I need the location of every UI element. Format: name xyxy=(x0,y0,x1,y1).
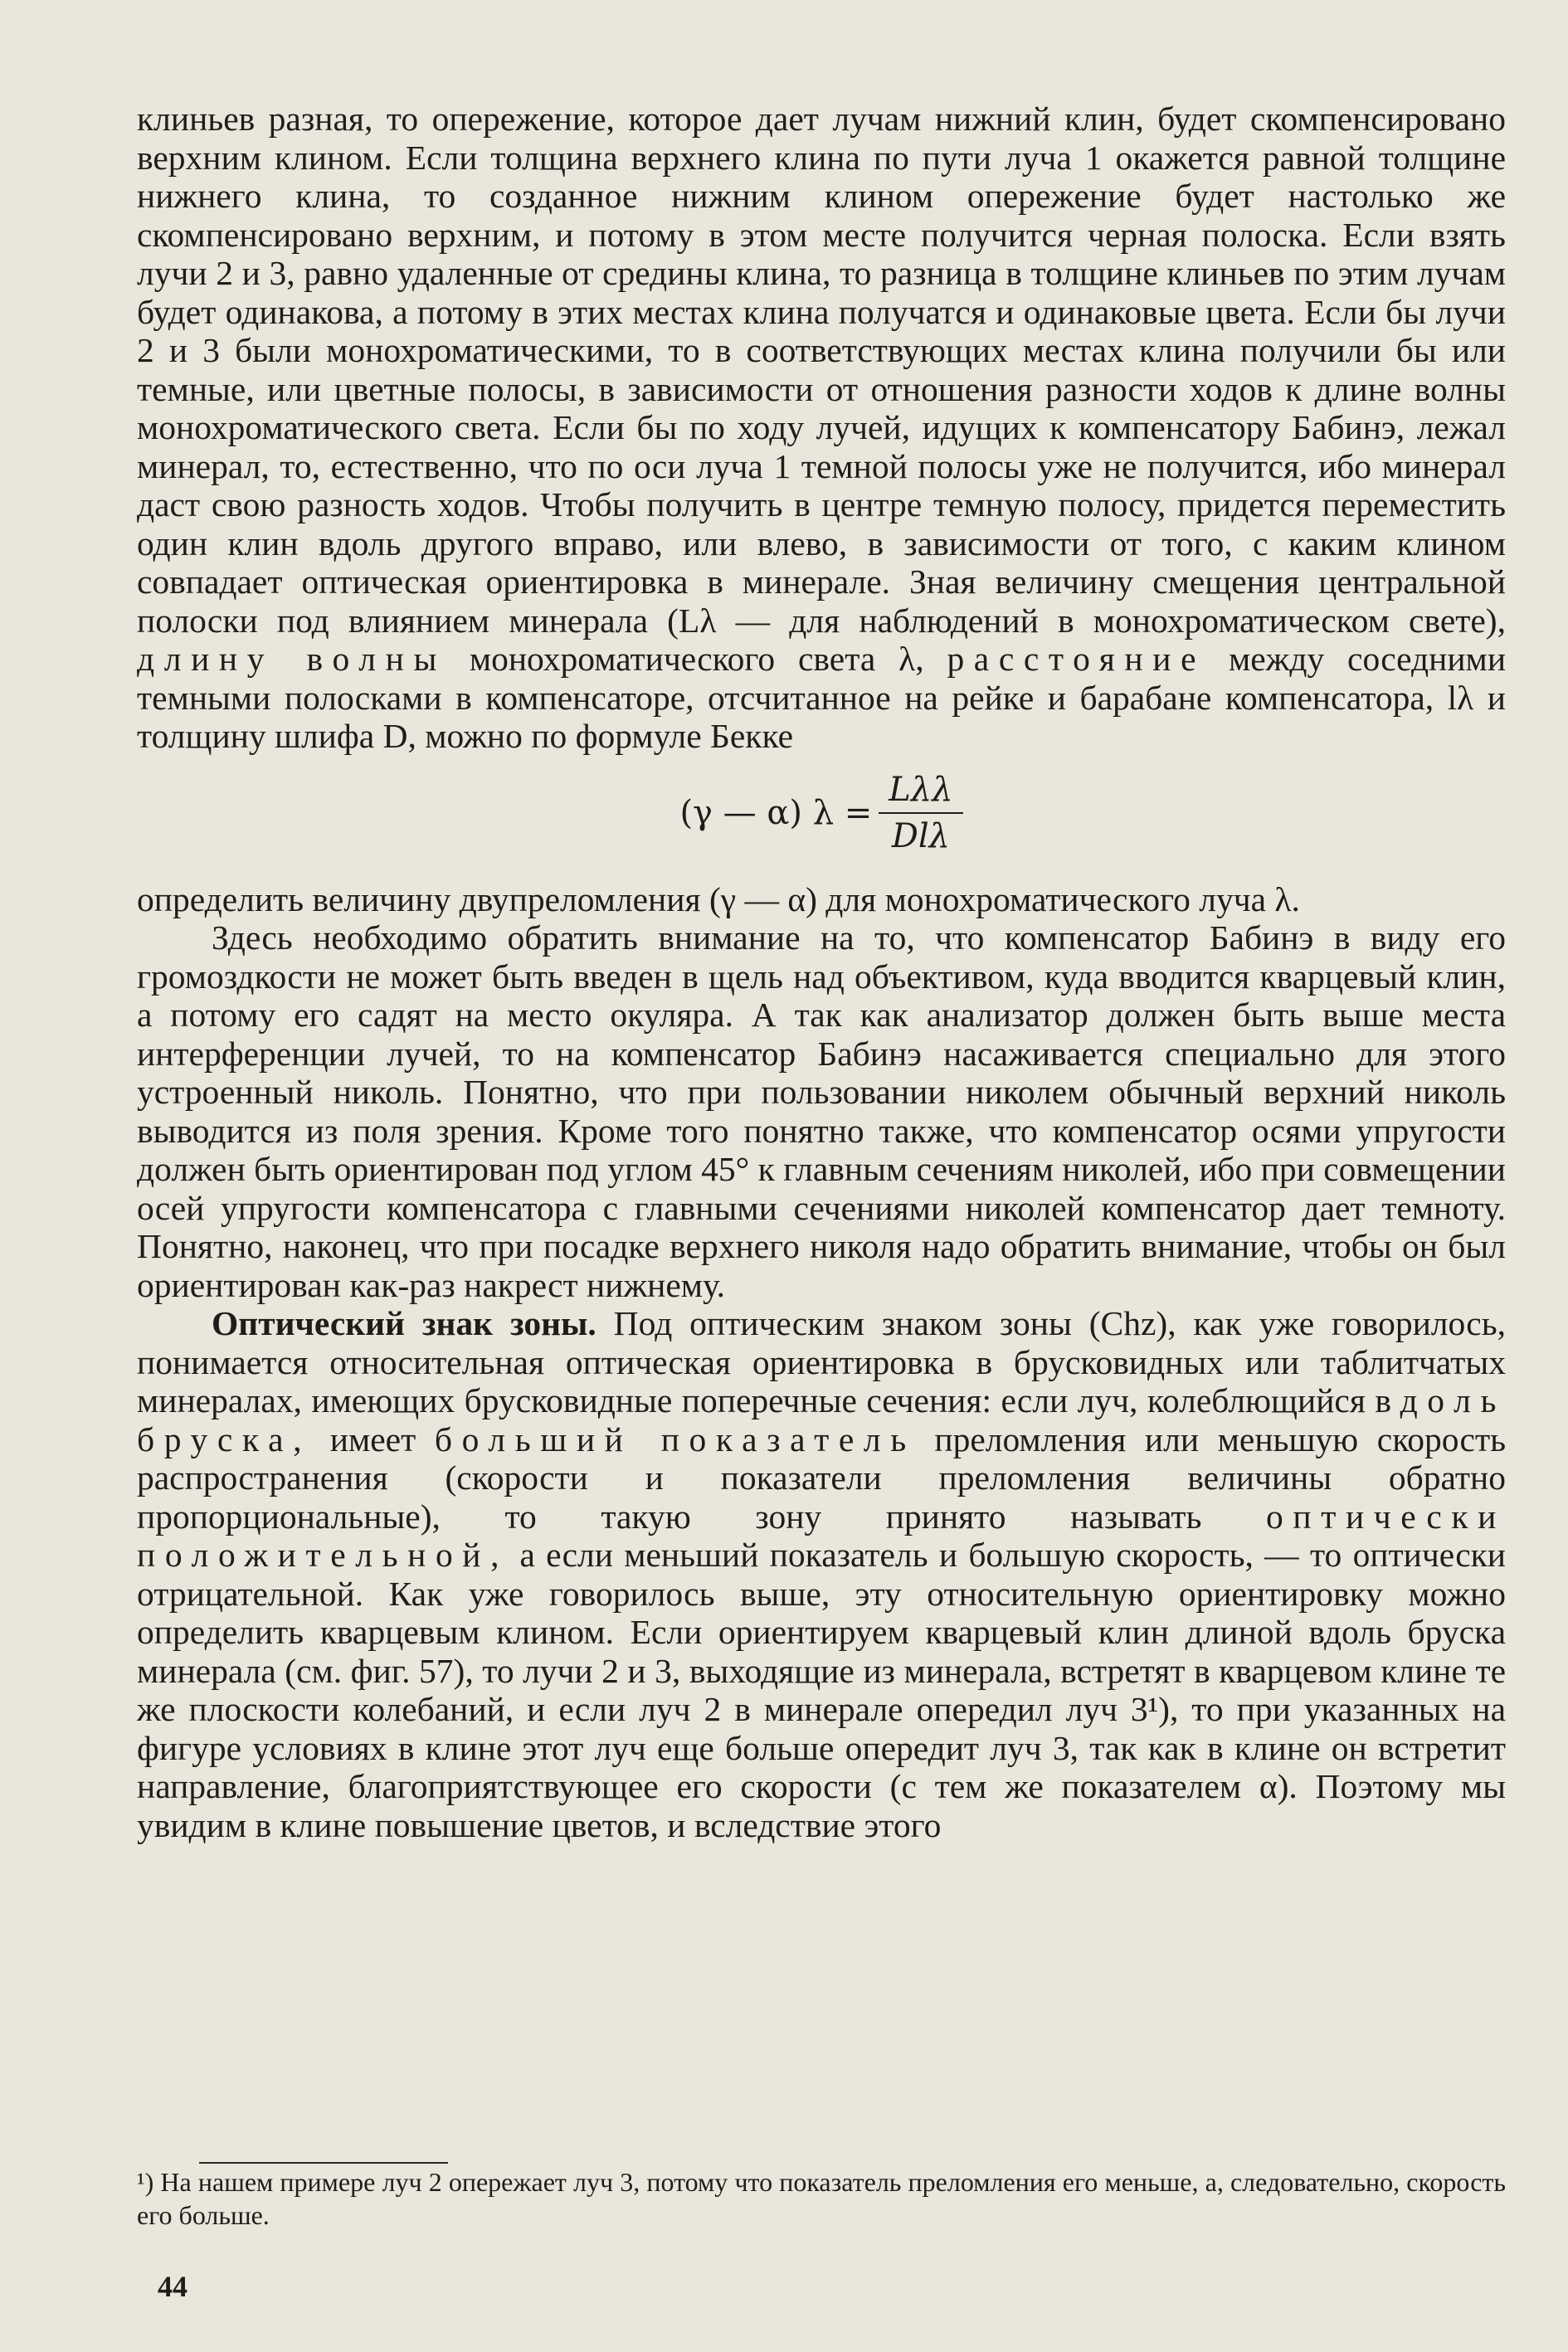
paragraph-1 xyxy=(137,100,1506,756)
term-optically-positive: оптически положительной, xyxy=(137,1497,1506,1574)
body-text xyxy=(137,100,1506,1844)
paragraph-2: определить величину двупреломления (γ — α) для монохроматического луча λ. xyxy=(137,879,1300,918)
term-larger-index: больший показатель xyxy=(434,1419,916,1458)
page-number: 44 xyxy=(158,2270,187,2303)
paragraph-4-b: имеет xyxy=(329,1419,416,1458)
footnote xyxy=(137,2165,1506,2232)
paragraph-3: Здесь необходимо обратить внимание на то, что компенсатор Бабинэ в виду его громоздкости не может быть введен в щель над объективом, куда вводится кварцевый клин, а потому его садят на место окуляра. А так как анализатор должен быть выше места интерференции лучей, то на компенсатор Бабинэ насаживается специально для этого устроенный николь. Понятно, что при пользовании николем обычный верхний николь выводится из поля зрения. Кроме того понятно также, что компенсатор осями упругости должен быть ориентирован под углом 45° к главным сечениям николей, ибо при совмещении осей упругости компенсатора с главными сечениями николей компенсатор дает темноту. Понятно, наконец, что при посадке верхнего николя надо обратить внимание, чтобы он был ориентирован как-раз накрест нижнему. xyxy=(137,918,1506,1304)
becke-formula xyxy=(137,771,1506,862)
footnote-divider xyxy=(199,2162,448,2164)
paragraph-1-end: между соседними темными полосками в компенсаторе, отсчитанное на рейке и барабане компенсатора, lλ и толщину шлифа D, можно по формуле Бекке xyxy=(137,640,1507,755)
formula-numerator: Lλλ xyxy=(879,771,962,815)
paragraph-4-a: Под оптическим знаком зоны (Chz), как уже говорилось, понимается относительная оптическая ориентировка в брусковидных или таблитчатых минералах, имеющих брусковидные поперечные сечения: если луч, колеблющийся xyxy=(137,1304,1506,1419)
paragraph-4-c: преломления или меньшую скорость распространения (скорости и показатели преломления величины обратно пропорциональные), то такую зону принято называть xyxy=(137,1419,1507,1536)
formula-denominator: Dlλ xyxy=(891,817,951,855)
paragraph-4 xyxy=(137,1304,1506,1844)
term-along-bar: вдоль бруска, xyxy=(137,1381,1507,1458)
paragraph-1-text: клиньев разная, то опережение, которое дает лучам нижний клин, будет скомпенсировано верхним клином. Если толщина верхнего клина по пути луча 1 окажется равной толщине нижнего клина, то созданное нижним клином опережение будет настолько же скомпенсировано верхним, и потому в этом месте получится черная полоска. Если взять лучи 2 и 3, равно удаленные от средины клина, то разница в толщине клиньев по этим лучам будет одинакова, а потому в этих местах клина получатся и одинаковые цвета. Если бы лучи 2 и 3 были монохроматическими, то в соответствующих местах клина получили бы или темные, или цветные полосы, в зависимости от отношения разности ходов к длине волны монохроматического света. Если бы по ходу лучей, идущих к компенсатору Бабинэ, лежал минерал, то, естественно, что по оси луча 1 темной полосы уже не получится, ибо минерал даст свою разность ходов. Чтобы получить в центре темную полосу, придется переместить один клин вдоль другого вправо, или влево, в зависимости от того, с каким клином совпадает оптическая ориентировка в минерале. Зная величину смещения центральной полоски под влиянием минерала (Lλ — для наблюдений в монохроматическом свете), xyxy=(137,100,1506,640)
paragraph-1-mid: монохроматического света λ, xyxy=(469,640,924,678)
footnote-text: ¹) На нашем примере луч 2 опережает луч 3, потому что показатель преломления его меньше, а, следовательно, скорость его больше. xyxy=(137,2167,1506,2230)
term-wavelength: длину волны xyxy=(137,640,446,678)
term-distance: расстояние xyxy=(947,640,1206,678)
formula-lhs: (γ — α) λ = xyxy=(679,793,873,832)
section-heading-optical-sign: Оптический знак зоны. xyxy=(212,1304,597,1342)
paragraph-4-d: а если меньший показатель и большую скорость, — то оптически отрицательной. Как уже говорилось выше, эту относительную ориентировку можно определить кварцевым клином. Если ориентируем кварцевый клин длиной вдоль бруска минерала (см. фиг. 57), то лучи 2 и 3, выходящие из минерала, встретят в кварцевом клине те же плоскости колебаний, и если луч 2 в минерале опередил луч 3¹), то при указанных на фигуре условиях в клине этот луч еще больше опередит луч 3, так как в клине он встретит направление, благоприятствующее его скорости (с тем же показателем α). Поэтому мы увидим в клине повышение цветов, и вследствие этого xyxy=(137,1536,1507,1844)
